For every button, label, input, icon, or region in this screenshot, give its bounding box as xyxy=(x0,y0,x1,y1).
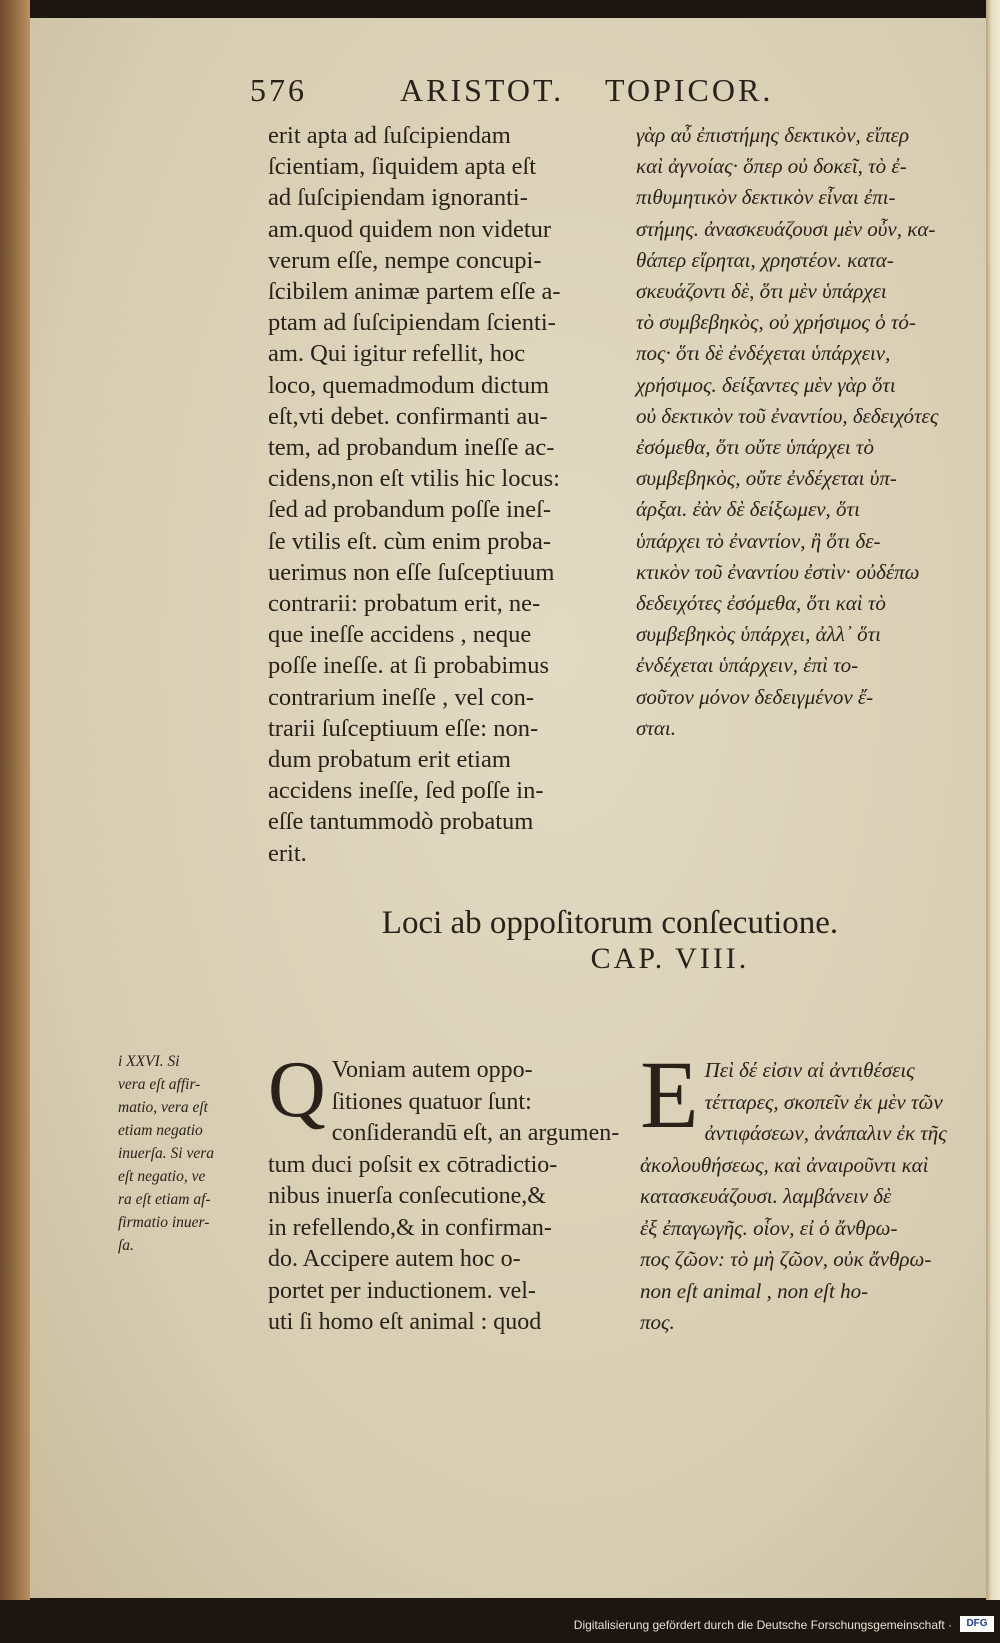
latin-text-line: tem, ad probandum ineſſe ac- xyxy=(268,434,555,462)
greek-text-line: κατασκευάζουσι. λαμβάνειν δὲ xyxy=(640,1184,892,1208)
greek-text-line: ὑπάρχει τὸ ἐναντίον, ἢ ὅτι δε- xyxy=(636,528,881,553)
greek-text-line: πος. xyxy=(640,1310,675,1334)
latin-text-line: do. Accipere autem hoc o- xyxy=(268,1246,521,1272)
greek-text-line: θάπερ εἴρηται, χρηστέον. κατα- xyxy=(636,247,894,272)
latin-text-line: ſcientiam, ſiquidem apta eſt xyxy=(268,153,537,181)
latin-column-top xyxy=(268,120,608,869)
latin-text-line: contrarium ineſſe , vel con- xyxy=(268,683,534,711)
greek-text-line: πιθυμητικὸν δεκτικὸν εἶναι ἐπι- xyxy=(636,185,896,210)
margin-note-line: i XXVI. Si xyxy=(118,1053,180,1070)
margin-note-line: matio, vera eſt xyxy=(118,1099,208,1116)
latin-text-line: ſe vtilis eſt. cùm enim proba- xyxy=(268,527,552,555)
latin-text-line: eſt,vti debet. confirmanti au- xyxy=(268,402,548,430)
latin-drop-cap: Q xyxy=(268,1046,326,1134)
greek-text-line: Πεὶ δέ εἰσιν αἱ ἀντιθέσεις xyxy=(704,1058,915,1082)
greek-text-line: τέτταρες, σκοπεῖν ἐκ μὲν τῶν xyxy=(704,1089,943,1114)
latin-text-line: tum duci poſsit ex cōtradictio- xyxy=(268,1151,558,1178)
latin-text-line: in refellendo,& in confirman- xyxy=(268,1214,552,1241)
greek-text-line: non eſt animal , non eſt ho- xyxy=(640,1278,869,1303)
greek-text-line: σκευάζοντι δὲ, ὅτι μὲν ὑπάρχει xyxy=(636,279,887,304)
greek-text-line: ἀκολουθήσεως, καὶ ἀναιροῦντι καὶ xyxy=(640,1152,929,1177)
latin-text-line: contrarii: probatum erit, ne- xyxy=(268,590,541,618)
latin-text-line: am.quod quidem non videtur xyxy=(268,215,552,243)
margin-note-line: eſt negatio, ve xyxy=(118,1168,206,1185)
greek-text-line: δεδειχότες ἐσόμεθα, ὅτι καὶ τὸ xyxy=(636,591,886,616)
latin-text-line: uti ſi homo eſt animal : quod xyxy=(268,1309,542,1335)
greek-text-line: πος· ὅτι δὲ ἐνδέχεται ὑπάρχειν, xyxy=(636,341,891,366)
greek-column-bottom xyxy=(640,1041,970,1339)
digitization-credit: Digitalisierung gefördert durch die Deutsche Forschungsgemeinschaft · xyxy=(573,1618,952,1632)
greek-text-line: ἐσόμεθα, ὅτι οὔτε ὑπάρχει τὸ xyxy=(636,435,874,460)
book-binding-edge xyxy=(0,0,30,1600)
greek-text-line: στήμης. ἀνασκευάζουσι μὲν οὖν, κα- xyxy=(636,216,936,241)
page-edge-stack xyxy=(986,0,1000,1600)
latin-column-bottom xyxy=(268,1046,620,1339)
margin-note-line: ra eſt etiam af- xyxy=(118,1191,211,1208)
greek-text-line: συμβεβηκὸς ὑπάρχει, ἀλλ᾽ ὅτι xyxy=(636,622,881,647)
header-right-title: TOPICOR. xyxy=(605,72,774,108)
greek-text-line: κτικὸν τοῦ ἐναντίου ἐστὶν· οὐδέπω xyxy=(636,559,920,584)
greek-text-line: καὶ ἀγνοίας· ὅπερ οὐ δοκεῖ, τὸ ἐ- xyxy=(636,154,907,179)
latin-text-line: accidens ineſſe, ſed poſſe in- xyxy=(268,777,544,805)
chapter-number: CAP. VIII. xyxy=(590,942,750,975)
latin-text-line: ad ſuſcipiendam ignoranti- xyxy=(268,184,528,212)
greek-text-line: πος ζῶον: τὸ μὴ ζῶον, οὐκ ἄνθρω- xyxy=(640,1247,932,1271)
margin-note-line: inuerſa. Si vera xyxy=(118,1145,214,1162)
greek-text-line: ἐνδέχεται ὑπάρχειν, ἐπὶ το- xyxy=(636,653,859,678)
latin-text-line: que ineſſe accidens , neque xyxy=(268,621,532,649)
margin-note-line: etiam negatio xyxy=(118,1122,203,1139)
latin-text-line: erit apta ad ſuſcipiendam xyxy=(268,122,511,149)
greek-text-line: χρήσιμος. δείξαντες μὲν γὰρ ὅτι xyxy=(636,372,896,397)
greek-text-line: οὐ δεκτικὸν τοῦ ἐναντίου, δεδειχότες xyxy=(636,403,939,428)
latin-text-line: loco, quemadmodum dictum xyxy=(268,371,550,399)
latin-text-line: eſſe tantummodò probatum xyxy=(268,808,534,836)
latin-text-line: cidens,non eſt vtilis hic locus: xyxy=(268,465,560,493)
greek-text-line: ἐξ ἐπαγωγῆς. οἷον, εἰ ὁ ἄνθρω- xyxy=(640,1215,898,1240)
greek-text-line: σοῦτον μόνον δεδειγμένον ἔ- xyxy=(636,684,874,709)
page-number: 576 xyxy=(250,72,307,108)
latin-text-line: portet per inductionem. vel- xyxy=(268,1277,536,1304)
greek-text-line: γὰρ αὖ ἐπιστήμης δεκτικὸν, εἴπερ xyxy=(636,123,910,147)
latin-text-line: Voniam autem oppo- xyxy=(331,1057,533,1083)
latin-text-line: nibus inuerſa conſecutione,& xyxy=(268,1183,546,1209)
header-left-title: ARISTOT. xyxy=(400,72,565,108)
latin-text-line: uerimus non eſſe ſuſceptiuum xyxy=(268,558,555,586)
latin-text-line: am. Qui igitur refellit, hoc xyxy=(268,340,526,368)
latin-text-line: erit. xyxy=(268,839,307,867)
greek-drop-cap: E xyxy=(640,1041,699,1148)
margin-note-line: vera eſt affir- xyxy=(118,1076,201,1093)
dfg-logo: DFG xyxy=(960,1616,994,1632)
latin-text-line: ſitiones quatuor ſunt: xyxy=(331,1088,532,1115)
margin-note-line: ſa. xyxy=(118,1237,134,1254)
latin-text-line: verum eſſe, nempe concupi- xyxy=(268,246,542,274)
latin-text-line: ptam ad ſuſcipiendam ſcienti- xyxy=(268,309,556,337)
latin-text-line: ſcibilem animæ partem eſſe a- xyxy=(268,278,561,306)
chapter-heading xyxy=(300,905,920,976)
greek-column-top xyxy=(636,120,976,744)
greek-text-line: τὸ συμβεβηκὸς, οὐ χρήσιμος ὁ τό- xyxy=(636,310,916,335)
latin-text-line: conſiderandū eſt, an argumen- xyxy=(331,1120,620,1146)
greek-text-line: άρξαι. ἐὰν δὲ δείξωμεν, ὅτι xyxy=(636,497,860,522)
margin-note xyxy=(118,1050,258,1257)
margin-note-line: firmatio inuer- xyxy=(118,1214,210,1231)
running-header xyxy=(250,72,970,122)
latin-text-line: dum probatum erit etiam xyxy=(268,746,511,774)
latin-text-line: poſſe ineſſe. at ſi probabimus xyxy=(268,652,550,680)
greek-text-line: ἀντιφάσεων, ἀνάπαλιν ἐκ τῆς xyxy=(704,1121,947,1145)
latin-text-line: ſed ad probandum poſſe ineſ- xyxy=(268,496,552,524)
latin-text-line: trarii ſuſceptiuum eſſe: non- xyxy=(268,714,539,742)
greek-text-line: συμβεβηκὸς, οὔτε ἐνδέχεται ὑπ- xyxy=(636,466,897,491)
greek-text-line: σται. xyxy=(636,715,676,740)
chapter-title: Loci ab oppoſitorum conſecutione. xyxy=(381,905,839,941)
